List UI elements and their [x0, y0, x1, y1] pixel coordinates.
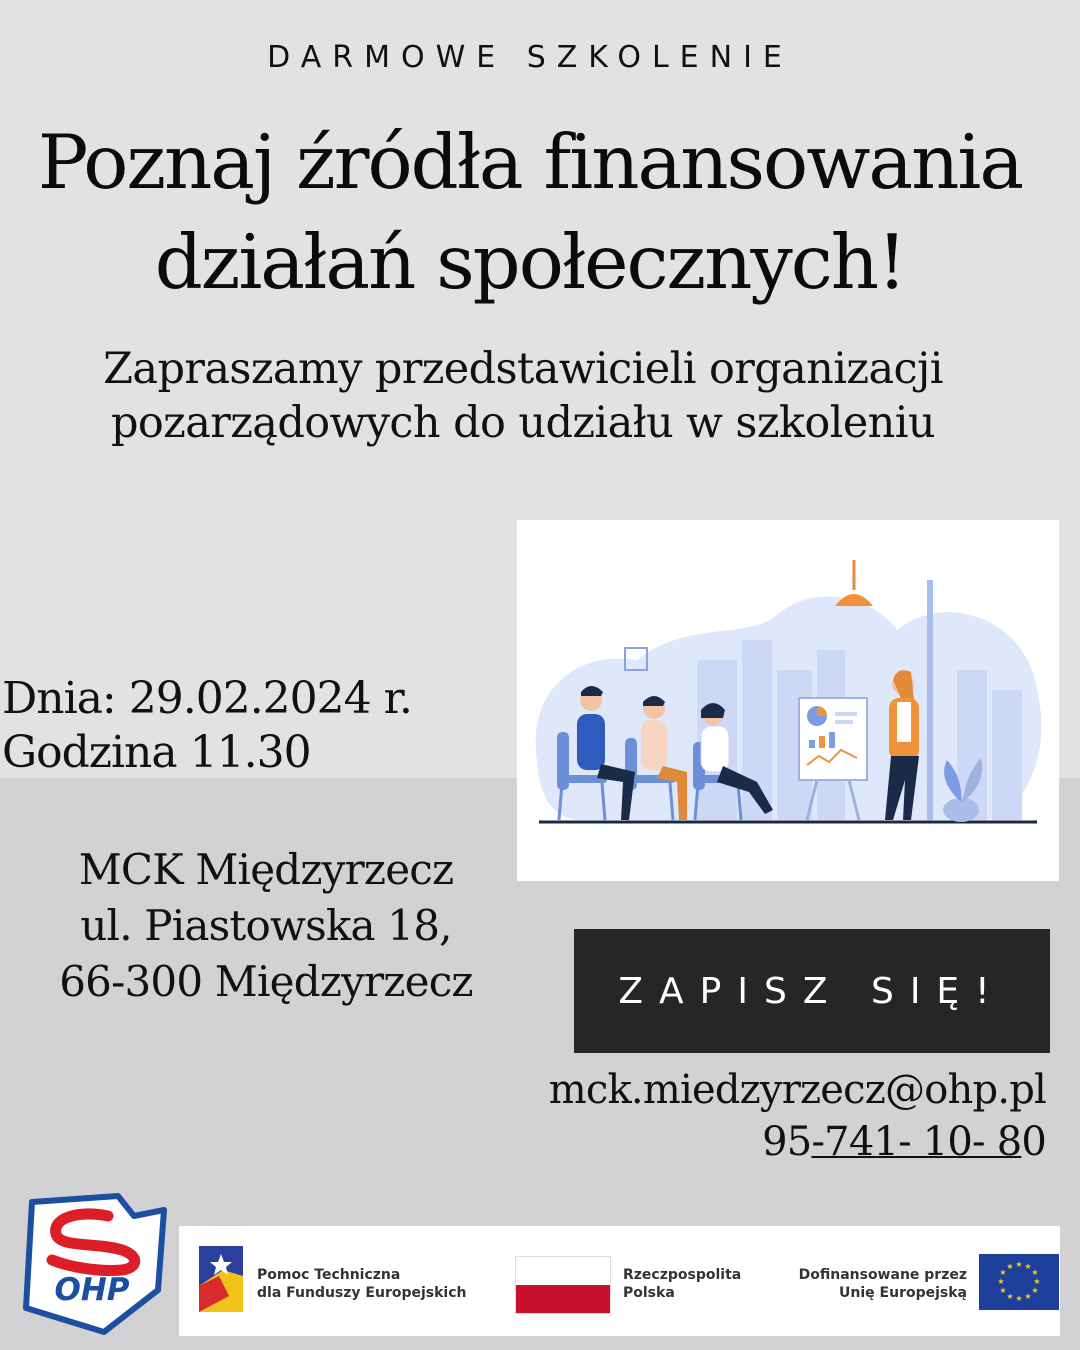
invitation-text [0, 342, 1046, 450]
poland-label [623, 1266, 741, 1302]
title-line-2: działań społecznych! [154, 218, 906, 306]
ohp-text: OHP [54, 1272, 130, 1308]
event-date: Dnia: 29.02.2024 r. [2, 673, 412, 724]
contact-info [549, 1064, 1046, 1168]
venue-address [0, 842, 532, 1010]
svg-text:★: ★ [997, 1277, 1005, 1286]
venue-street: ul. Piastowska 18, [80, 901, 452, 950]
poland-flag-icon [515, 1256, 611, 1314]
training-illustration [517, 520, 1059, 881]
svg-text:★: ★ [1024, 1292, 1032, 1301]
svg-text:★: ★ [1031, 1286, 1039, 1295]
eu-line-2: Unię Europejską [839, 1285, 967, 1301]
venue-name: MCK Międzyrzecz [78, 845, 454, 894]
contact-email[interactable]: mck.miedzyrzecz@ohp.pl [548, 1067, 1046, 1113]
svg-text:★: ★ [1015, 1294, 1023, 1303]
signup-button[interactable]: ZAPISZ SIĘ! [574, 929, 1050, 1053]
eu-flag-icon [979, 1254, 1059, 1310]
svg-text:★: ★ [1006, 1262, 1014, 1271]
svg-text:★: ★ [999, 1268, 1007, 1277]
invitation-line-1: Zapraszamy przedstawicieli organizacji [103, 344, 943, 394]
european-funds-line-1: Pomoc Techniczna [257, 1267, 401, 1283]
event-datetime [2, 672, 412, 780]
european-funds-label [257, 1266, 467, 1302]
poland-line-2: Polska [623, 1285, 675, 1301]
event-time: Godzina 11.30 [2, 727, 311, 778]
venue-city: 66-300 Międzyrzecz [59, 957, 473, 1006]
poland-line-1: Rzeczpospolita [623, 1267, 742, 1283]
eu-line-1: Dofinansowane przez [798, 1267, 967, 1283]
invitation-line-2: pozarządowych do udziału w szkoleniu [110, 398, 936, 448]
european-funds-icon [199, 1246, 243, 1312]
funding-logos-bar [179, 1226, 1060, 1336]
svg-text:★: ★ [1015, 1260, 1023, 1269]
phone-underlined-part: -741- 10- 8 [811, 1119, 1022, 1165]
svg-text:★: ★ [1033, 1277, 1041, 1286]
contact-phone[interactable] [549, 1116, 1046, 1168]
european-funds-line-2: dla Funduszy Europejskich [257, 1285, 467, 1301]
ohp-logo [18, 1190, 168, 1338]
svg-text:★: ★ [999, 1286, 1007, 1295]
svg-text:★: ★ [1006, 1292, 1014, 1301]
svg-text:★: ★ [1024, 1262, 1032, 1271]
phone-prefix: 95 [762, 1119, 812, 1165]
svg-text:★: ★ [1031, 1268, 1039, 1277]
page-title [0, 112, 1060, 312]
title-line-1: Poznaj źródła finansowania [37, 118, 1023, 206]
eu-label [767, 1266, 967, 1302]
ohp-logo-icon [18, 1190, 168, 1338]
kicker-text: DARMOWE SZKOLENIE [267, 40, 793, 75]
phone-suffix: 0 [1021, 1119, 1046, 1165]
meeting-illustration-icon [517, 520, 1059, 881]
